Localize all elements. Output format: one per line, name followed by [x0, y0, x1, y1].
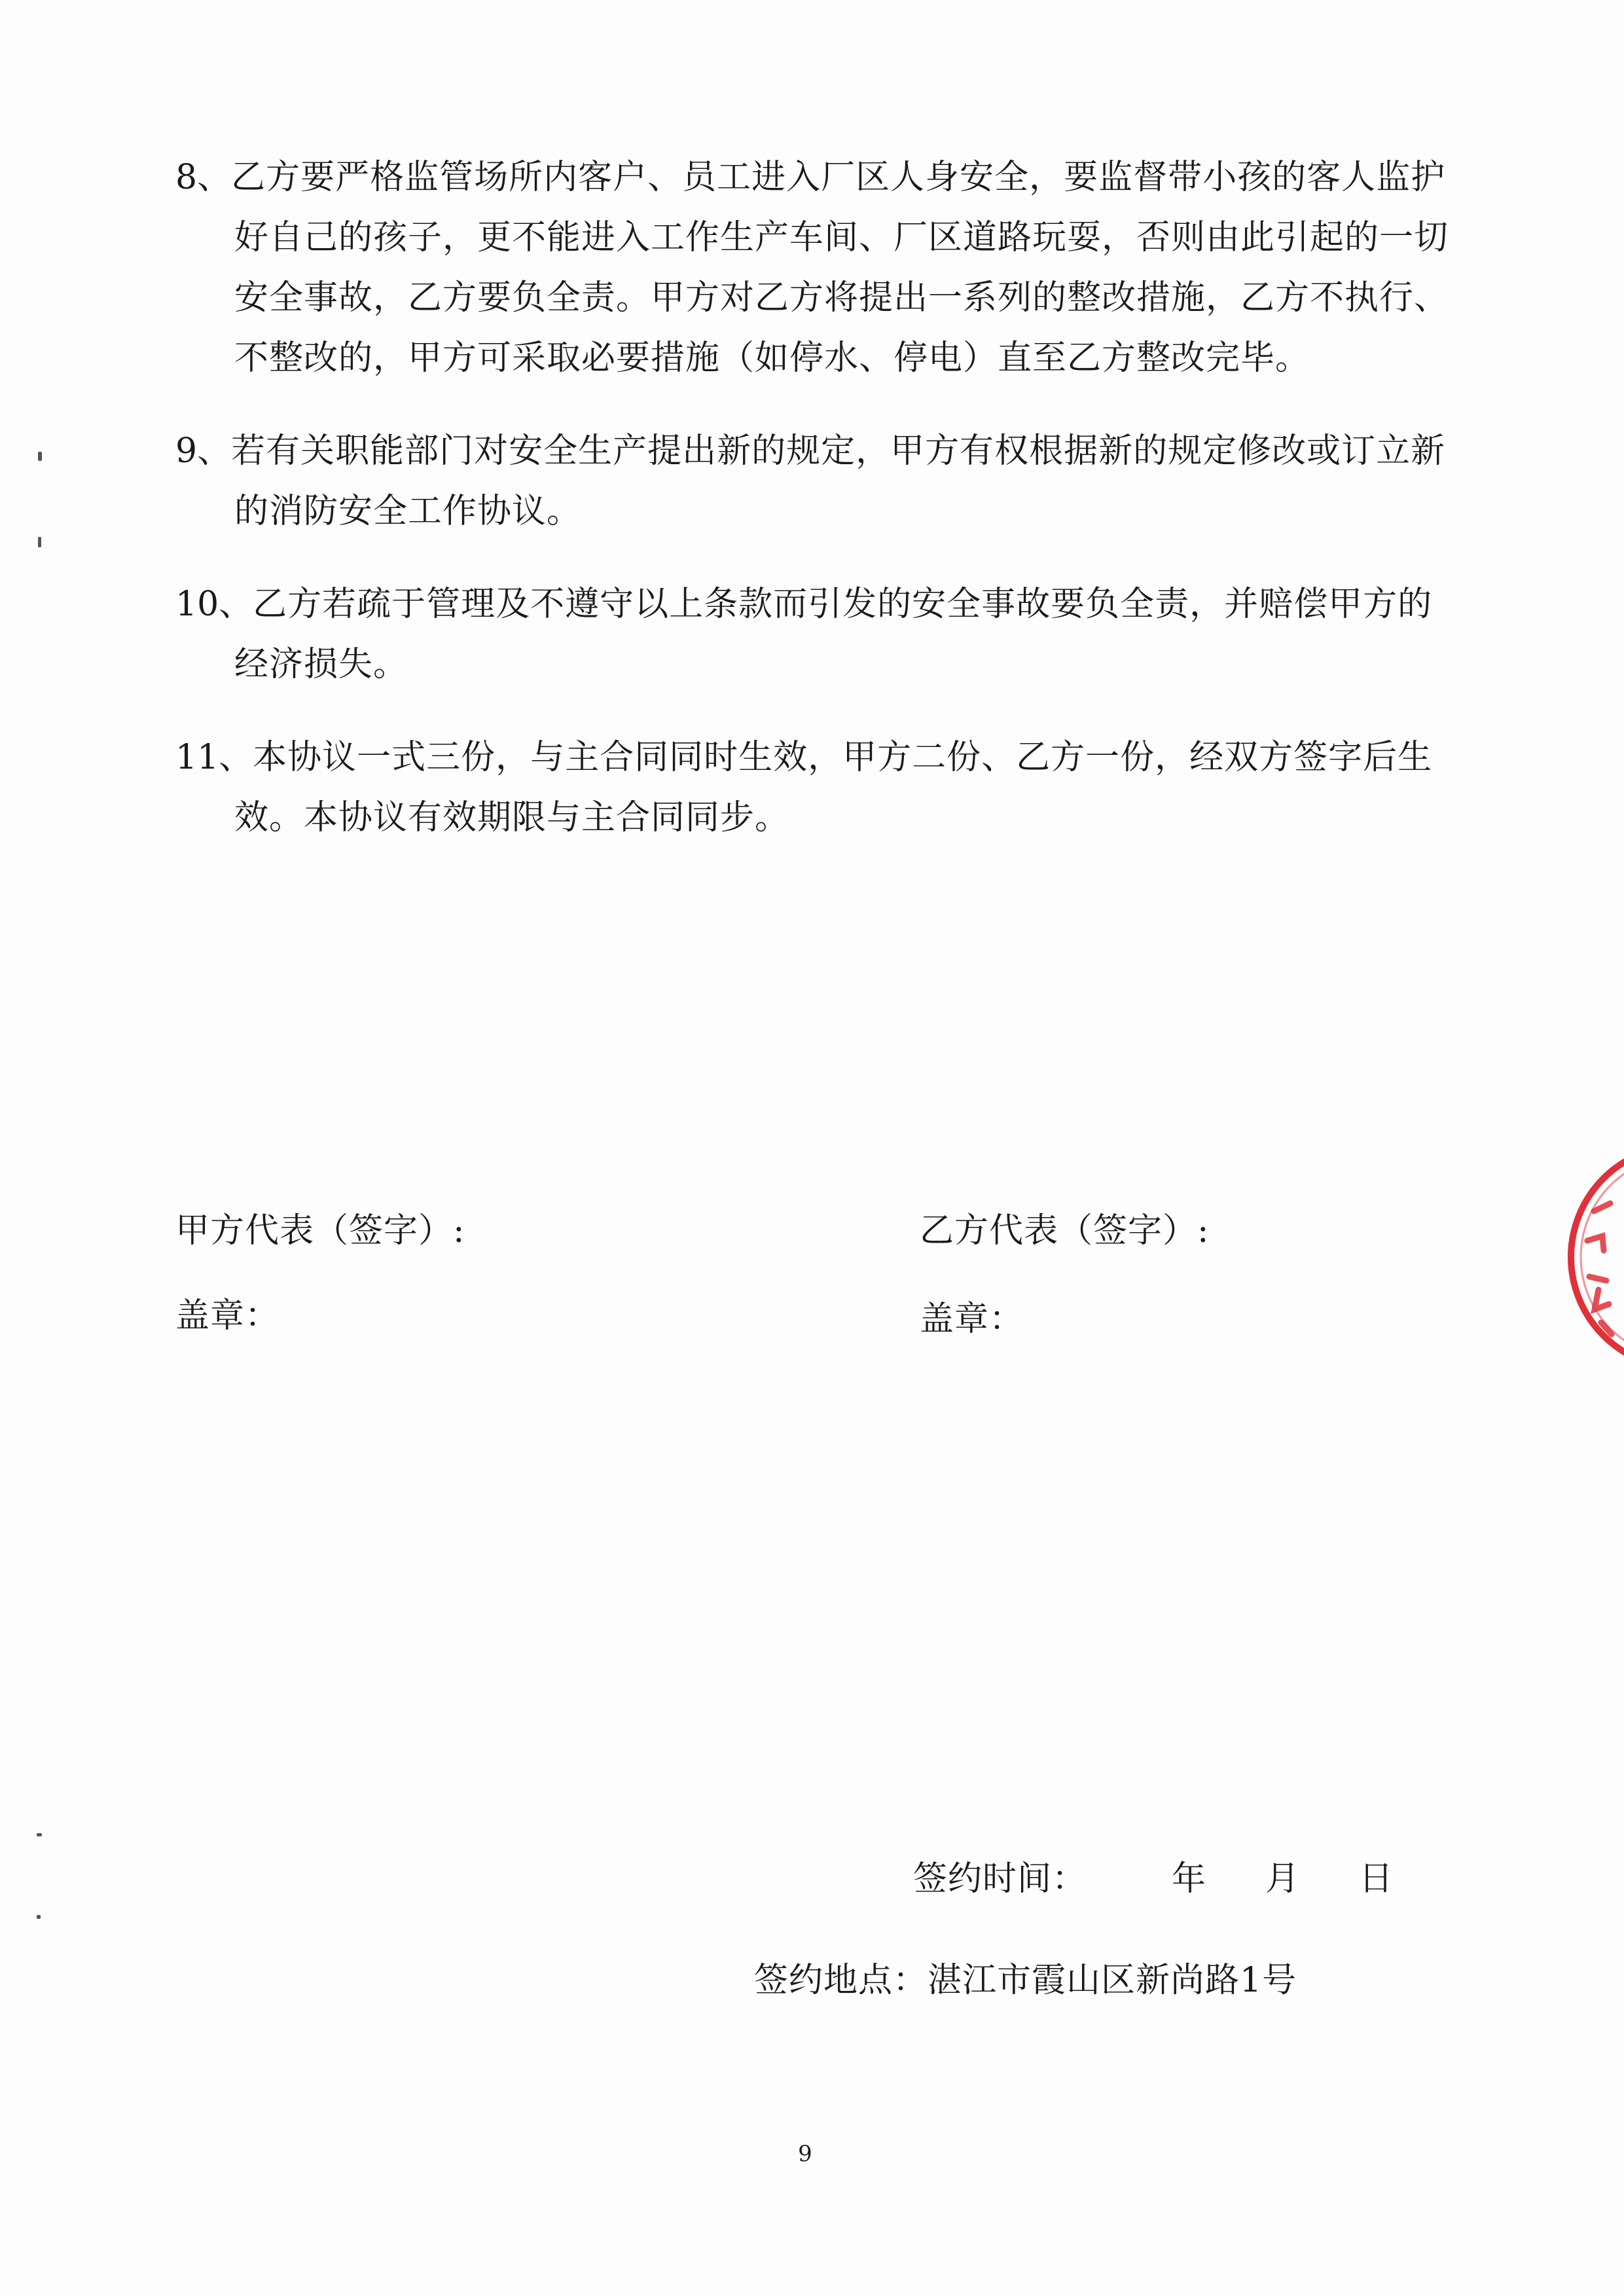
seal-stamp-icon — [1538, 1126, 1624, 1388]
party-a-seal-label: 盖章： — [175, 1296, 280, 1336]
clause-text: 乙方要严格监管场所内客户、员工进入厂区人身安全，要监督带小孩的客人监护好自己的孩子，更不能进入工作生产车间、厂区道路玩耍，否则由此引起的一切安全事故，乙方要负全责。甲方对乙方将提出一系列的整改措施，乙方不执行、不整改的，甲方可采取必要措施（如停水、停电）直至乙方整改完毕。 — [231, 158, 1449, 378]
month-label: 月 — [1265, 1859, 1301, 1899]
scan-speck — [38, 537, 41, 547]
party-a-representative-label: 甲方代表（签字）: — [175, 1211, 465, 1250]
clause-9 — [175, 421, 1452, 541]
clause-text: 乙方若疏于管理及不遵守以上条款而引发的安全事故要负全责，并赔偿甲方的经济损失。 — [234, 585, 1433, 684]
clause-number: 11、 — [175, 738, 253, 777]
signing-date — [913, 1859, 1394, 1899]
year-label: 年 — [1172, 1859, 1207, 1899]
clause-10 — [175, 574, 1452, 695]
page-number: 9 — [798, 2141, 812, 2167]
clause-11 — [175, 727, 1452, 848]
scan-speck — [37, 1833, 42, 1836]
clause-list — [175, 147, 1452, 881]
day-label: 日 — [1359, 1859, 1394, 1899]
clause-number: 8、 — [175, 158, 232, 197]
clause-8 — [175, 147, 1452, 388]
signing-date-label: 签约时间： — [913, 1859, 1087, 1899]
scan-speck — [38, 452, 42, 461]
clause-number: 9、 — [175, 431, 232, 471]
party-b-seal-label: 盖章： — [920, 1300, 1024, 1339]
signing-place: 签约地点：湛江市霞山区新尚路1号 — [754, 1961, 1297, 2000]
scan-speck — [37, 1915, 41, 1919]
party-b-representative-label: 乙方代表（签字）: — [920, 1211, 1210, 1250]
clause-number: 10、 — [175, 585, 253, 624]
clause-text: 本协议一式三份，与主合同同时生效，甲方二份、乙方一份，经双方签字后生效。本协议有效期限与主合同同步。 — [234, 738, 1433, 837]
clause-text: 若有关职能部门对安全生产提出新的规定，甲方有权根据新的规定修改或订立新的消防安全工作协议。 — [231, 431, 1446, 531]
